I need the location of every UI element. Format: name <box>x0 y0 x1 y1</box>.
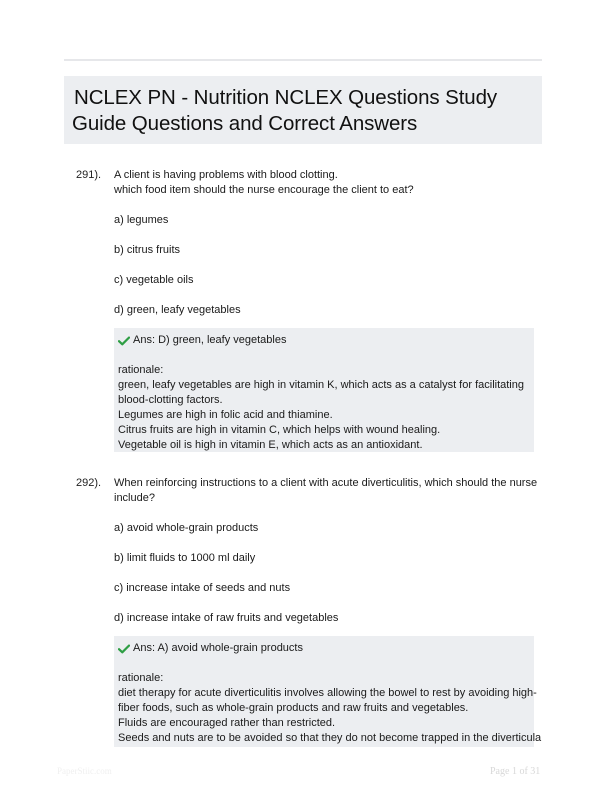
rationale-line: Citrus fruits are high in vitamin C, which helps with wound healing. <box>118 424 441 436</box>
option-b: b) limit fluids to 1000 ml daily <box>114 552 256 564</box>
answer-line <box>118 333 530 348</box>
rationale-line: diet therapy for acute diverticulitis involves allowing the bowel to rest by avoiding high- <box>118 687 537 699</box>
rationale-heading: rationale: <box>118 364 164 376</box>
document-title-line-2: Guide Questions and Correct Answers <box>72 112 418 135</box>
option-b: b) citrus fruits <box>114 244 181 256</box>
question-stem-line: A client is having problems with blood clotting. <box>114 169 338 181</box>
answer-box <box>114 636 542 747</box>
question-stem-line: which food item should the nurse encourage the client to eat? <box>114 184 414 196</box>
rationale-heading: rationale: <box>118 672 164 684</box>
rationale-line: fiber foods, such as whole-grain products and raw fruits and vegetables. <box>118 702 469 714</box>
option-a: a) avoid whole-grain products <box>114 522 259 534</box>
rationale-line: blood-clotting factors. <box>118 394 223 406</box>
rationale-line: Vegetable oil is high in vitamin E, which acts as an antioxidant. <box>118 439 423 451</box>
option-d: d) green, leafy vegetables <box>114 304 241 316</box>
rationale-line: Legumes are high in folic acid and thiamine. <box>118 409 333 421</box>
document-title-banner <box>64 76 542 144</box>
option-c: c) increase intake of seeds and nuts <box>114 582 291 594</box>
question-stem <box>114 476 538 506</box>
rationale-line: green, leafy vegetables are high in vitamin K, which acts as a catalyst for facilitating <box>118 379 524 391</box>
answer-label: Ans: A) avoid whole-grain products <box>133 642 303 654</box>
option-c: c) vegetable oils <box>114 274 194 286</box>
option-d: d) increase intake of raw fruits and vegetables <box>114 612 339 624</box>
question-number: 291). <box>76 169 102 181</box>
option-a: a) legumes <box>114 214 169 226</box>
document-title-line-1: NCLEX PN - Nutrition NCLEX Questions Study <box>74 86 498 109</box>
top-divider <box>64 59 542 61</box>
question-stem <box>114 168 534 198</box>
answer-line <box>118 641 530 656</box>
question-stem-line: include? <box>114 492 155 504</box>
rationale-line: Fluids are encouraged rather than restricted. <box>118 717 336 729</box>
question-number: 292). <box>76 477 102 489</box>
check-icon <box>118 644 130 654</box>
answer-box <box>114 328 534 452</box>
question-stem-line: When reinforcing instructions to a client with acute diverticulitis, which should the nurse <box>114 477 538 489</box>
answer-label: Ans: D) green, leafy vegetables <box>133 334 287 346</box>
rationale-line: Seeds and nuts are to be avoided so that they do not become trapped in the diverticula <box>118 732 542 744</box>
footer-watermark: PaperStiic.com <box>57 766 112 776</box>
page-indicator: Page 1 of 31 <box>490 766 541 777</box>
check-icon <box>118 336 130 346</box>
